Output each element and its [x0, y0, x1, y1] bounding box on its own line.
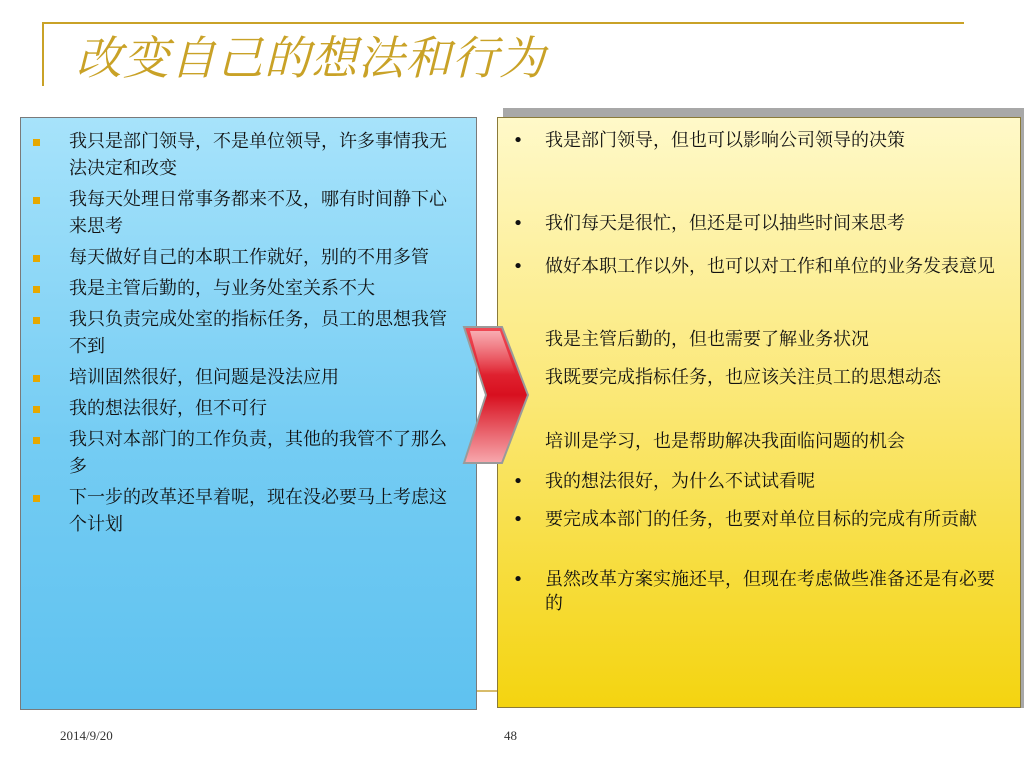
list-item	[33, 364, 462, 391]
list-item-text: 做好本职工作以外，也可以对工作和单位的业务发表意见	[545, 256, 995, 277]
old-thinking-box	[20, 117, 477, 710]
list-item	[33, 128, 462, 182]
square-bullet-icon	[33, 317, 40, 324]
title-top-rule	[42, 22, 964, 24]
page-number: 48	[504, 728, 517, 743]
list-item	[498, 326, 1022, 353]
dot-bullet-icon: •	[512, 213, 524, 234]
list-item	[498, 468, 1022, 495]
square-bullet-icon	[33, 375, 40, 382]
list-item	[498, 250, 1022, 283]
slide-title: 改变自己的想法和行为	[76, 31, 546, 85]
list-item-text: 我既要完成指标任务，也应该关注员工的思想动态	[545, 367, 941, 388]
footer-date: 2014/9/20	[60, 728, 113, 743]
square-bullet-icon	[33, 406, 40, 413]
old-thinking-list	[21, 118, 476, 538]
list-item-text: 虽然改革方案实施还早，但现在考虑做些准备还是有必要的	[545, 569, 995, 614]
list-item	[498, 127, 1022, 154]
list-item	[33, 306, 462, 360]
red-chevron-arrow-icon	[462, 325, 530, 465]
list-item-text: 我只对本部门的工作负责，其他的我管不了那么多	[69, 429, 447, 477]
list-item-text: 我只是部门领导，不是单位领导，许多事情我无法决定和改变	[69, 131, 447, 179]
list-item-text: 我是主管后勤的，但也需要了解业务状况	[545, 329, 869, 350]
square-bullet-icon	[33, 495, 40, 502]
list-item	[498, 568, 1022, 616]
list-item	[498, 210, 1022, 237]
list-item	[33, 426, 462, 480]
square-bullet-icon	[33, 197, 40, 204]
dot-bullet-icon: •	[512, 471, 524, 492]
list-item-text: 下一步的改革还早着呢，现在没必要马上考虑这个计划	[69, 487, 447, 535]
square-bullet-icon	[33, 286, 40, 293]
list-item	[33, 186, 462, 240]
list-item-text: 我每天处理日常事务都来不及，哪有时间静下心来思考	[69, 189, 447, 237]
square-bullet-icon	[33, 255, 40, 262]
list-item	[498, 428, 1022, 455]
list-item-text: 我是主管后勤的，与业务处室关系不大	[69, 278, 375, 299]
dot-bullet-icon: •	[512, 569, 524, 590]
list-item	[33, 275, 462, 302]
dot-bullet-icon: •	[512, 130, 524, 151]
list-item-text: 我是部门领导，但也可以影响公司领导的决策	[545, 130, 905, 151]
list-item-text: 要完成本部门的任务，也要对单位目标的完成有所贡献	[545, 509, 977, 530]
list-item	[33, 484, 462, 538]
list-item-text: 我的想法很好，但不可行	[69, 398, 267, 419]
list-item	[498, 366, 1022, 390]
list-item-text: 每天做好自己的本职工作就好，别的不用多管	[69, 247, 429, 268]
list-item-text: 培训是学习，也是帮助解决我面临问题的机会	[545, 431, 905, 452]
list-item-text: 我的想法很好，为什么不试试看呢	[545, 471, 815, 492]
new-thinking-box	[497, 117, 1021, 708]
list-item	[33, 395, 462, 422]
list-item	[498, 508, 1022, 532]
list-item-text: 我们每天是很忙，但还是可以抽些时间来思考	[545, 213, 905, 234]
square-bullet-icon	[33, 139, 40, 146]
list-item-text: 我只负责完成处室的指标任务，员工的思想我管不到	[69, 309, 447, 357]
dot-bullet-icon: •	[512, 256, 524, 277]
dot-bullet-icon: •	[512, 509, 524, 530]
title-side-rule	[42, 22, 44, 86]
list-item	[33, 244, 462, 271]
square-bullet-icon	[33, 437, 40, 444]
list-item-text: 培训固然很好，但问题是没法应用	[69, 367, 339, 388]
